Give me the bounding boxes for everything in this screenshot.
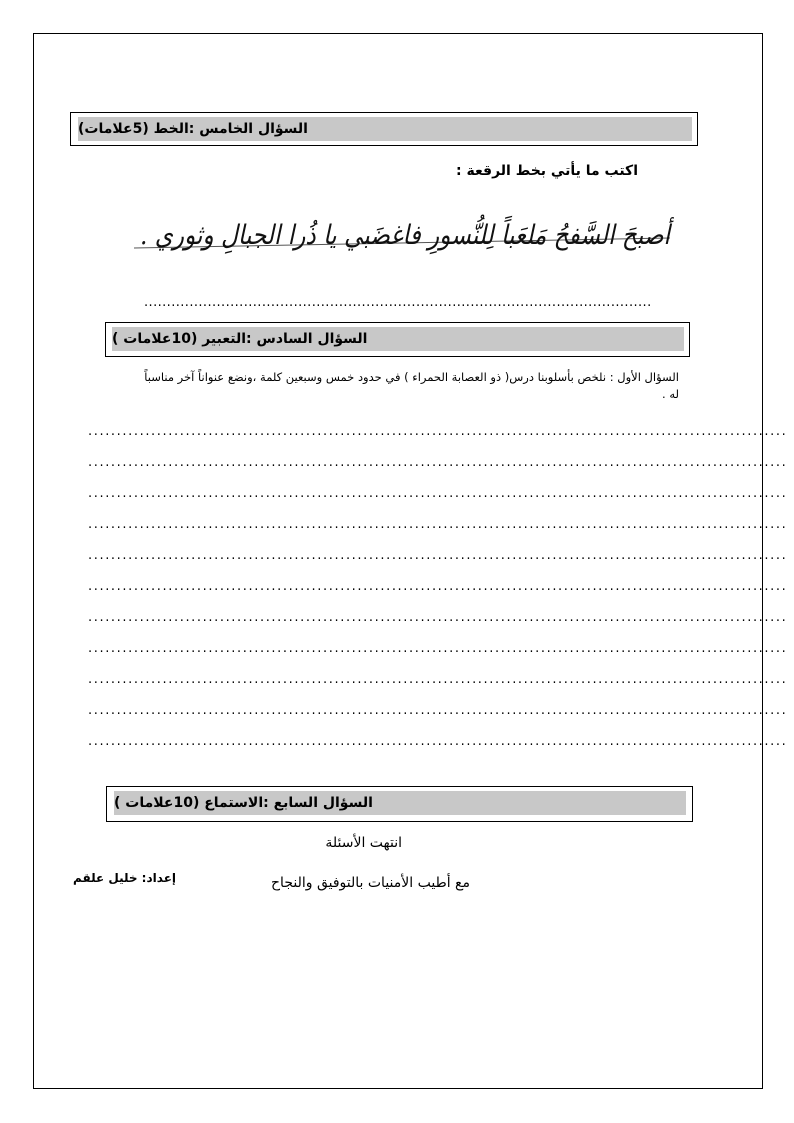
q6-answer-line: .......................................................................................................................... bbox=[88, 579, 788, 594]
q6-answer-line: .......................................................................................................................... bbox=[88, 517, 788, 532]
q6-question-line-1: السؤال الأول : نلخص بأسلوبنا درس( ذو العصابة الحمراء ) في حدود خمس وسبعين كلمة ،ونضع عنواناً آخر مناسباً bbox=[144, 370, 679, 384]
q6-header-bar bbox=[112, 327, 684, 351]
q6-header: السؤال السادس :التعبير (10علامات ) bbox=[112, 331, 368, 347]
q6-answer-line: .......................................................................................................................... bbox=[88, 672, 788, 687]
wishes-text: مع أطيب الأمنيات بالتوفيق والنجاح bbox=[271, 875, 470, 891]
q6-answer-line: .......................................................................................................................... bbox=[88, 641, 788, 656]
q6-answer-line: .......................................................................................................................... bbox=[88, 455, 788, 470]
calligraphy-sample bbox=[130, 200, 758, 272]
q6-answer-line: .......................................................................................................................... bbox=[88, 548, 788, 563]
q6-answer-line: .......................................................................................................................... bbox=[88, 424, 788, 439]
q5-header-bar bbox=[78, 117, 692, 141]
q6-answer-line: .......................................................................................................................... bbox=[88, 610, 788, 625]
q6-answer-line: .......................................................................................................................... bbox=[88, 486, 788, 501]
q6-answer-line: .......................................................................................................................... bbox=[88, 734, 788, 749]
q6-question-line-2: له . bbox=[662, 387, 679, 401]
end-of-questions: انتهت الأسئلة bbox=[325, 835, 402, 851]
q7-header: السؤال السابع :الاستماع (10علامات ) bbox=[114, 795, 373, 811]
q5-answer-line: ................................................................................................................ bbox=[144, 295, 652, 310]
calligraphy-text: أصبحَ السَّفحُ مَلعَباً لِلنُّسورِ فاغضَبي يا ذُرا الجبالِ وثوري . bbox=[140, 220, 758, 251]
q7-header-bar bbox=[114, 791, 686, 815]
q5-instruction: اكتب ما يأتي بخط الرقعة : bbox=[456, 163, 638, 179]
q6-answer-line: .......................................................................................................................... bbox=[88, 703, 788, 718]
q5-header: السؤال الخامس :الخط (5علامات) bbox=[78, 121, 308, 137]
author-credit: إعداد: خليل علقم bbox=[73, 871, 176, 885]
